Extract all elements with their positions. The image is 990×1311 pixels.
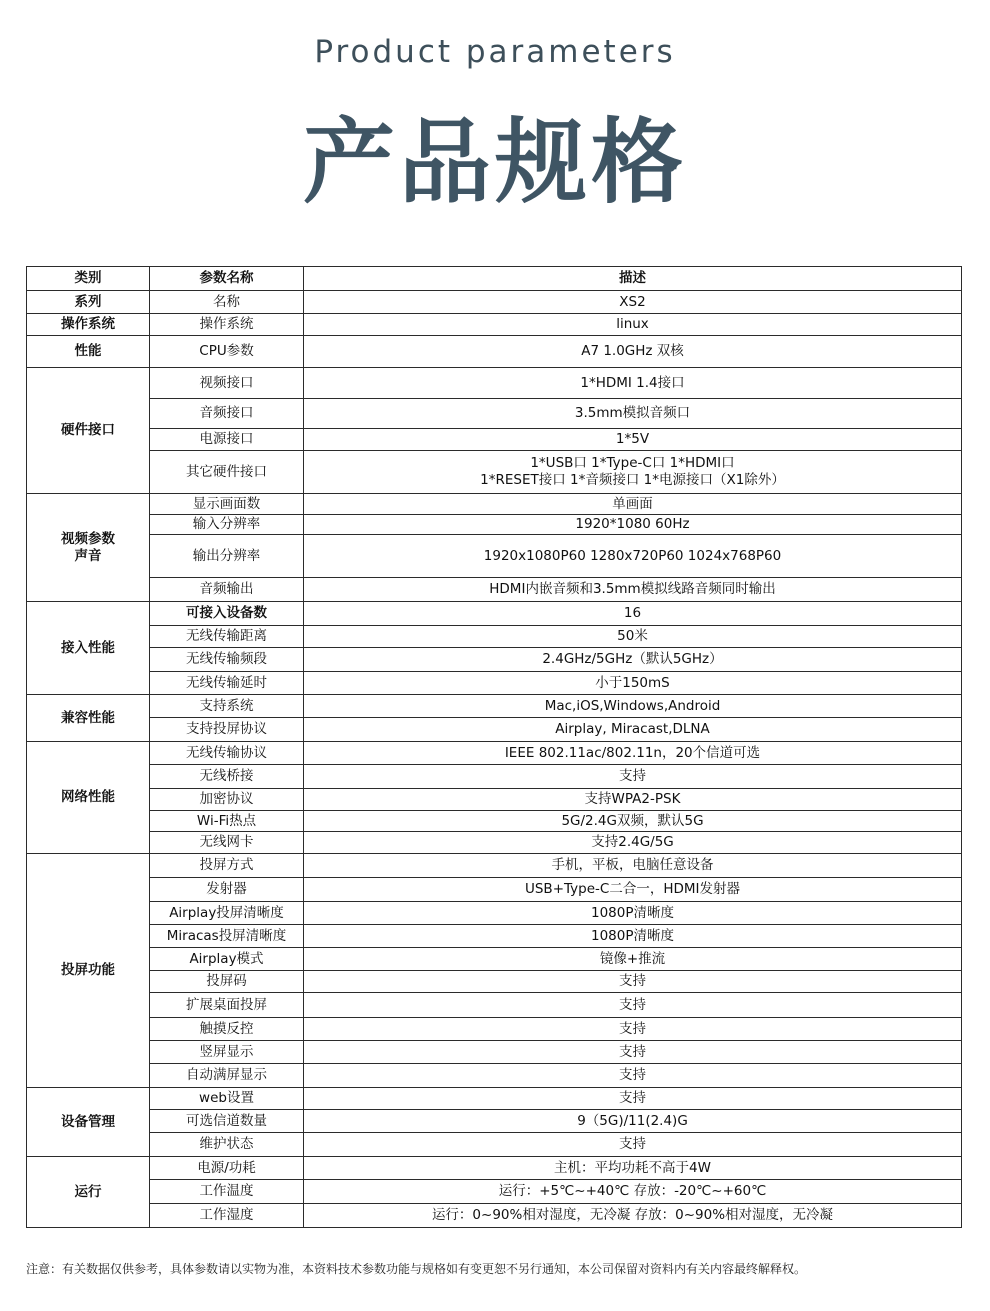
disclaimer-note: 注意：有关数据仅供参考，具体参数请以实物为准，本资料技术参数功能与规格如有变更恕不另行通知，本公司保留对资料内有关内容最终解释权。 [26, 1262, 807, 1276]
header-category: 类别 [27, 267, 150, 291]
desc-cell: USB+Type-C二合一，HDMI发射器 [304, 878, 962, 902]
desc-cell: 1080P清晰度 [304, 925, 962, 948]
table-row [27, 1180, 962, 1204]
param-cell: 触摸反控 [150, 1018, 304, 1041]
desc-cell: 镜像+推流 [304, 948, 962, 971]
desc-cell: 支持 [304, 1088, 962, 1110]
desc-cell: 1080P清晰度 [304, 902, 962, 925]
desc-cell: IEEE 802.11ac/802.11n，20个信道可选 [304, 742, 962, 765]
desc-cell: 运行：+5℃~+40℃ 存放：-20℃~+60℃ [304, 1180, 962, 1204]
desc-cell: HDMI内嵌音频和3.5mm模拟线路音频同时输出 [304, 578, 962, 602]
param-cell: Wi-Fi热点 [150, 811, 304, 832]
param-cell: 工作温度 [150, 1180, 304, 1204]
param-cell: 投屏方式 [150, 854, 304, 878]
param-cell: 名称 [150, 291, 304, 314]
desc-cell: 支持WPA2-PSK [304, 789, 962, 811]
category-cell: 系列 [27, 291, 150, 314]
desc-line: 1*RESET接口 1*音频接口 1*电源接口（X1除外） [480, 472, 785, 488]
param-cell: 无线传输距离 [150, 626, 304, 648]
table-row [27, 602, 962, 626]
spec-table [26, 266, 962, 1228]
param-cell: 音频输出 [150, 578, 304, 602]
table-row [27, 925, 962, 948]
category-line: 声音 [74, 547, 102, 564]
desc-cell: 支持 [304, 1041, 962, 1064]
desc-cell: Mac,iOS,Windows,Android [304, 695, 962, 718]
desc-cell: 支持 [304, 1064, 962, 1088]
category-cell: 网络性能 [27, 742, 150, 854]
desc-cell: 5G/2.4G双频，默认5G [304, 811, 962, 832]
table-row [27, 515, 962, 535]
desc-cell: 支持 [304, 971, 962, 993]
param-cell: 电源/功耗 [150, 1157, 304, 1180]
table-row [27, 1041, 962, 1064]
table-row [27, 878, 962, 902]
desc-cell: XS2 [304, 291, 962, 314]
table-row [27, 1088, 962, 1110]
category-cell: 操作系统 [27, 314, 150, 336]
category-cell: 性能 [27, 336, 150, 368]
table-row [27, 429, 962, 451]
category-line: 视频参数 [61, 530, 115, 547]
param-cell: 支持投屏协议 [150, 718, 304, 742]
table-row [27, 368, 962, 399]
param-cell: Airplay模式 [150, 948, 304, 971]
table-row [27, 902, 962, 925]
param-cell: 音频接口 [150, 399, 304, 429]
category-cell: 接入性能 [27, 602, 150, 695]
param-cell: 自动满屏显示 [150, 1064, 304, 1088]
desc-cell: 运行：0~90%相对湿度，无冷凝 存放：0~90%相对湿度，无冷凝 [304, 1204, 962, 1228]
param-cell: 无线传输延时 [150, 672, 304, 695]
desc-cell: 2.4GHz/5GHz（默认5GHz） [304, 648, 962, 672]
param-cell: Miracas投屏清晰度 [150, 925, 304, 948]
table-row [27, 1204, 962, 1228]
category-cell: 运行 [27, 1157, 150, 1228]
table-row [27, 854, 962, 878]
param-cell: 输入分辨率 [150, 515, 304, 535]
desc-cell: 支持 [304, 993, 962, 1018]
table-row [27, 695, 962, 718]
table-row [27, 626, 962, 648]
table-row [27, 578, 962, 602]
param-cell: 视频接口 [150, 368, 304, 399]
param-cell: web设置 [150, 1088, 304, 1110]
category-cell: 投屏功能 [27, 854, 150, 1088]
param-cell: 其它硬件接口 [150, 451, 304, 494]
param-cell: 发射器 [150, 878, 304, 902]
param-cell: 显示画面数 [150, 494, 304, 515]
table-row [27, 1110, 962, 1133]
desc-cell: 小于150mS [304, 672, 962, 695]
table-row [27, 811, 962, 832]
table-row [27, 1064, 962, 1088]
table-row [27, 451, 962, 494]
english-title: Product parameters [314, 34, 676, 70]
desc-cell: 1*HDMI 1.4接口 [304, 368, 962, 399]
param-cell: 加密协议 [150, 789, 304, 811]
table-row [27, 314, 962, 336]
param-cell: 操作系统 [150, 314, 304, 336]
category-cell [27, 494, 150, 602]
header-param: 参数名称 [150, 267, 304, 291]
table-row [27, 1018, 962, 1041]
param-cell: 工作湿度 [150, 1204, 304, 1228]
header-desc: 描述 [304, 267, 962, 291]
table-row [27, 742, 962, 765]
desc-cell: 1920*1080 60Hz [304, 515, 962, 535]
param-cell: 电源接口 [150, 429, 304, 451]
desc-cell: linux [304, 314, 962, 336]
desc-cell: 单画面 [304, 494, 962, 515]
chinese-title: 产品规格 [302, 109, 687, 216]
desc-cell: 支持 [304, 1133, 962, 1157]
desc-cell: 3.5mm模拟音频口 [304, 399, 962, 429]
table-row [27, 672, 962, 695]
param-cell: 无线桥接 [150, 765, 304, 789]
table-row [27, 291, 962, 314]
desc-cell: 50米 [304, 626, 962, 648]
param-cell: 无线网卡 [150, 832, 304, 854]
desc-cell: Airplay, Miracast,DLNA [304, 718, 962, 742]
table-header-row [27, 267, 962, 291]
desc-cell: 主机：平均功耗不高于4W [304, 1157, 962, 1180]
desc-cell: A7 1.0GHz 双核 [304, 336, 962, 368]
table-row [27, 993, 962, 1018]
desc-cell [304, 451, 962, 494]
desc-line: 1*USB口 1*Type-C口 1*HDMI口 [530, 455, 735, 471]
desc-cell: 1920x1080P60 1280x720P60 1024x768P60 [304, 535, 962, 578]
category-cell: 兼容性能 [27, 695, 150, 742]
param-cell: 输出分辨率 [150, 535, 304, 578]
param-cell: 可选信道数量 [150, 1110, 304, 1133]
param-cell: 无线传输频段 [150, 648, 304, 672]
desc-cell: 1*5V [304, 429, 962, 451]
table-row [27, 971, 962, 993]
desc-cell: 支持 [304, 1018, 962, 1041]
table-row [27, 718, 962, 742]
table-row [27, 789, 962, 811]
param-cell: 无线传输协议 [150, 742, 304, 765]
category-cell: 硬件接口 [27, 368, 150, 494]
param-cell: 投屏码 [150, 971, 304, 993]
category-cell: 设备管理 [27, 1088, 150, 1157]
desc-cell: 手机，平板，电脑任意设备 [304, 854, 962, 878]
table-row [27, 494, 962, 515]
param-cell: Airplay投屏清晰度 [150, 902, 304, 925]
table-row [27, 1133, 962, 1157]
param-cell: 支持系统 [150, 695, 304, 718]
table-row [27, 1157, 962, 1180]
table-row [27, 648, 962, 672]
desc-cell: 9（5G)/11(2.4)G [304, 1110, 962, 1133]
desc-cell: 16 [304, 602, 962, 626]
table-row [27, 832, 962, 854]
param-cell: CPU参数 [150, 336, 304, 368]
param-cell: 扩展桌面投屏 [150, 993, 304, 1018]
desc-cell: 支持 [304, 765, 962, 789]
table-row [27, 399, 962, 429]
table-row [27, 765, 962, 789]
table-row [27, 535, 962, 578]
param-cell: 可接入设备数 [150, 602, 304, 626]
desc-cell: 支持2.4G/5G [304, 832, 962, 854]
table-row [27, 948, 962, 971]
param-cell: 竖屏显示 [150, 1041, 304, 1064]
param-cell: 维护状态 [150, 1133, 304, 1157]
table-row [27, 336, 962, 368]
